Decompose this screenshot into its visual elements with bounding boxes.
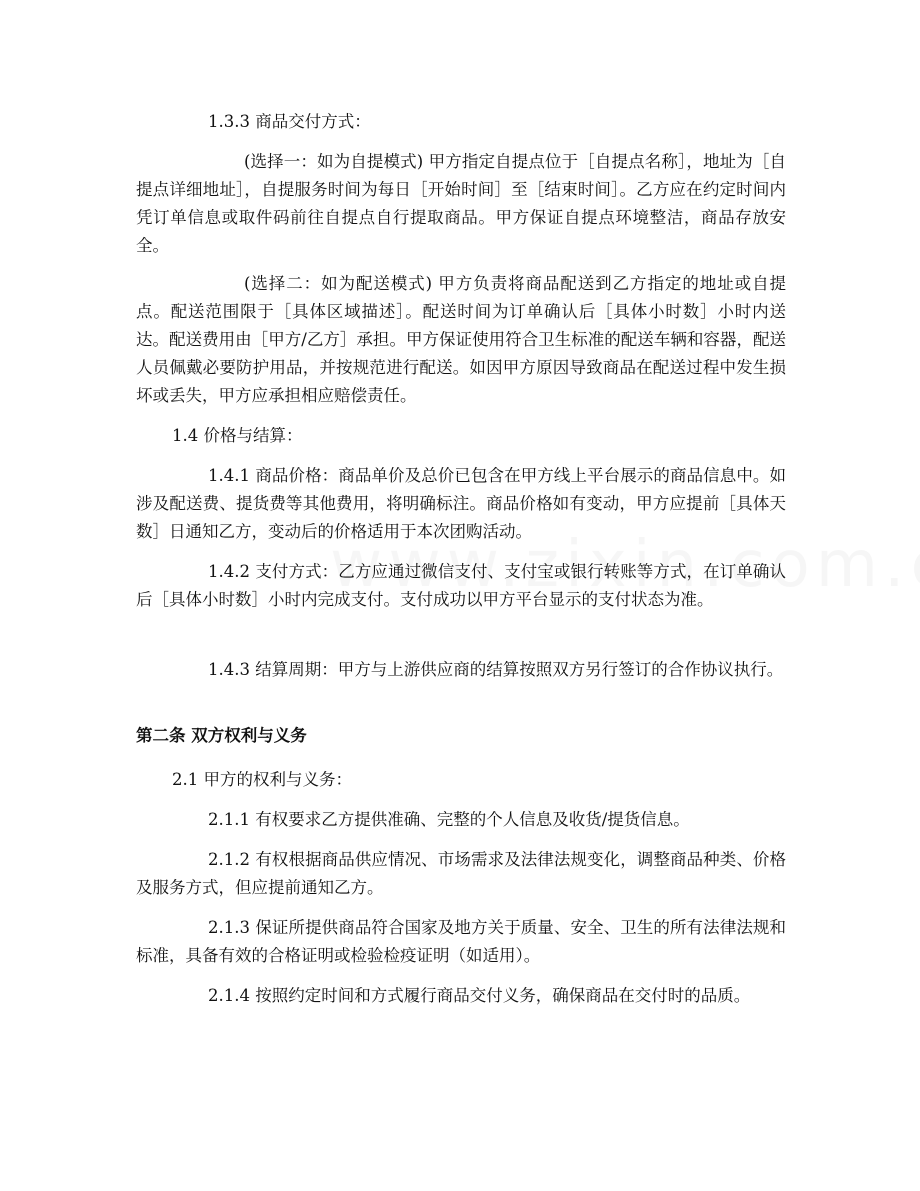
section-heading-2: 第二条 双方权利与义务	[136, 726, 307, 745]
clause-2-1-4: 2.1.4 按照约定时间和方式履行商品交付义务，确保商品在交付时的品质。	[208, 986, 751, 1005]
clause-1-4-2: 1.4.2 支付方式：乙方应通过微信支付、支付宝或银行转账等方式，在订单确认后［具体小时数］小时内完成支付。支付成功以甲方平台显示的支付状态为准。	[136, 562, 786, 609]
clause-2-1: 2.1 甲方的权利与义务：	[172, 770, 352, 789]
clause-2-1-2: 2.1.2 有权根据商品供应情况、市场需求及法律法规变化，调整商品种类、价格及服务方式，但应提前通知乙方。	[136, 850, 786, 897]
clause-1-3-3: 1.3.3 商品交付方式：	[208, 112, 371, 131]
clause-1-4-1: 1.4.1 商品价格：商品单价及总价已包含在甲方线上平台展示的商品信息中。如涉及配送费、提货费等其他费用，将明确标注。商品价格如有变动，甲方应提前［具体天数］日通知乙方，变动后的价格适用于本次团购活动。	[136, 466, 786, 541]
clause-1-4-3: 1.4.3 结算周期：甲方与上游供应商的结算按照双方另行签订的合作协议执行。	[208, 660, 784, 679]
clause-2-1-3: 2.1.3 保证所提供商品符合国家及地方关于质量、安全、卫生的所有法律法规和标准，具备有效的合格证明或检验检疫证明（如适用）。	[136, 918, 786, 965]
option-pickup: (选择一：如为自提模式) 甲方指定自提点位于［自提点名称］，地址为［自提点详细地址］，自提服务时间为每日［开始时间］至［结束时间］。乙方应在约定时间内凭订单信息或取件码前往自提点自行提取商品。甲方保证自提点环境整洁，商品存放安全。	[136, 152, 786, 255]
clause-2-1-1: 2.1.1 有权要求乙方提供准确、完整的个人信息及收货/提货信息。	[208, 810, 690, 829]
option-delivery: (选择二：如为配送模式) 甲方负责将商品配送到乙方指定的地址或自提点。配送范围限于［具体区域描述］。配送时间为订单确认后［具体小时数］小时内送达。配送费用由［甲方/乙方］承担。甲方保证使用符合卫生标准的配送车辆和容器，配送人员佩戴必要防护用品，并按规范进行配送。如因甲方原因导致商品在配送过程中发生损坏或丢失，甲方应承担相应赔偿责任。	[136, 274, 786, 405]
clause-1-4: 1.4 价格与结算：	[172, 426, 303, 445]
